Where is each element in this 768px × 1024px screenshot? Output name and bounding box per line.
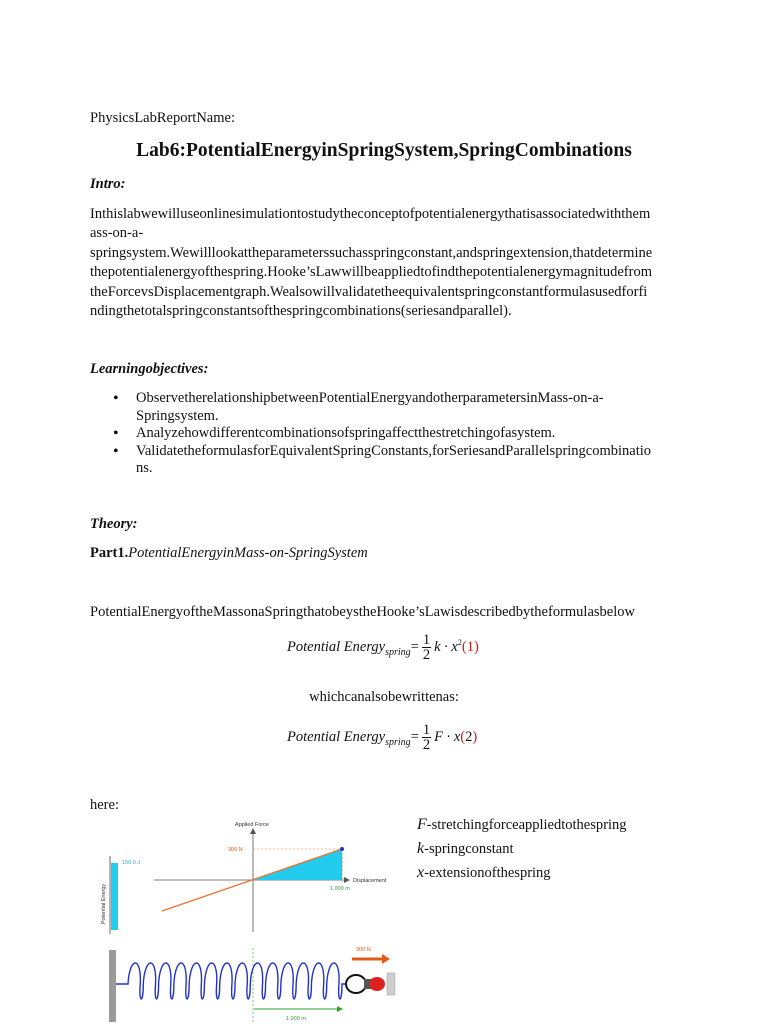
theory-heading: Theory: — [90, 516, 138, 532]
eq2-sub: spring — [385, 736, 411, 748]
part-label: Part1. — [90, 545, 129, 561]
name-line: PhysicsLabReportName: — [90, 110, 235, 126]
intro-line: ass-on-a- — [90, 225, 144, 242]
definition-item — [417, 837, 627, 861]
end-stop — [387, 973, 395, 995]
energy-bar-label: Potential Energy — [101, 883, 107, 925]
eq2-tag: 2 — [465, 728, 473, 745]
definition-text: -stretchingforceappliedtothespring — [426, 817, 627, 833]
energy-value: 150.0 J — [122, 860, 141, 866]
eq1-equals: = — [410, 638, 419, 655]
intro-line: Inthislabwewilluseonlinesimulationtostudytheconceptofpotentialenergythatisassociatedwiththem — [90, 206, 651, 222]
eq2-num: 1 — [422, 722, 431, 738]
definition-item — [417, 813, 627, 837]
intro-line: thepotentialenergyofthespring.Hooke’sLawwillbeappliedtofindthepotentialenergymagnitudefrom — [90, 264, 652, 281]
definition-symbol: x — [417, 864, 425, 881]
eq2-rhs: F · x — [434, 728, 461, 745]
objectives-list — [90, 390, 690, 478]
page-title: Lab6:PotentialEnergyinSpringSystem,SpringCombinations — [136, 140, 632, 161]
eq2-fraction — [422, 723, 431, 752]
list-item-line: • ValidatetheformulasforEquivalentSpringConstants,forSeriesandParallelspringcombinatio — [136, 442, 652, 459]
simulation-figure — [92, 816, 404, 1024]
wall-bracket — [109, 950, 116, 1022]
equation-2 — [287, 723, 477, 752]
list-item-line: • ObservetherelationshipbetweenPotentialEnergyandotherparametersinMass-on-a- — [136, 390, 604, 406]
y-axis-label: Applied Force — [235, 822, 269, 828]
x-axis-label: Displacement — [353, 878, 387, 884]
list-item — [90, 443, 690, 478]
mass-ring — [346, 975, 366, 993]
list-item-line: ns. — [136, 460, 153, 476]
pull-grip — [369, 977, 385, 991]
intro-line: springsystem.Wewilllookattheparameterssuchasspringconstant,andspringextension,thatdetermine — [90, 244, 653, 261]
eq2-tag-open: ( — [460, 728, 466, 745]
pe-sentence: PotentialEnergyoftheMassonaSpringthatobeystheHooke’sLawisdescribedbytheformulasbelow — [90, 604, 635, 620]
arrow-force-value: 300 N — [356, 947, 371, 953]
eq2-den: 2 — [422, 737, 431, 753]
displacement-value: 1.000 m — [330, 886, 350, 892]
intro-paragraph — [90, 205, 680, 321]
intro-line: ndingthetotalspringconstantsofthespringcombinations(seriesandparallel). — [90, 303, 512, 320]
which-text: whichcanalsobewrittenas: — [309, 689, 459, 705]
endpoint-dot — [340, 847, 344, 851]
energy-bar — [111, 863, 118, 930]
eq2-equals: = — [410, 728, 419, 745]
definition-text: -springconstant — [424, 841, 514, 857]
eq1-den: 2 — [422, 647, 431, 663]
eq1-sup: 2 — [457, 637, 462, 647]
intro-line: theForcevsDisplacementgraph.Wealsowillvalidatetheequivalentspringconstantformulasusedforfi — [90, 283, 648, 300]
part1-heading — [90, 544, 368, 563]
list-item — [90, 425, 690, 443]
definition-symbol: F — [417, 816, 427, 833]
equation-1 — [287, 633, 479, 662]
intro-heading: Intro: — [90, 176, 126, 192]
eq1-fraction — [422, 633, 431, 662]
eq1-tag-close: ) — [473, 638, 479, 655]
definition-symbol: k — [417, 840, 425, 857]
eq1-lhs: Potential Energy — [287, 638, 386, 655]
force-value: 300 N — [228, 847, 243, 853]
eq1-rhs: k · x — [434, 638, 458, 655]
definitions-list — [417, 813, 627, 885]
eq1-num: 1 — [422, 632, 431, 648]
spring-displacement-value: 1.000 m — [286, 1016, 306, 1022]
list-item-line: • Analyzehowdifferentcombinationsofspringaffectthestretchingofasystem. — [136, 425, 556, 441]
here-label: here: — [90, 797, 119, 813]
eq1-tag: 1 — [466, 638, 474, 655]
definition-text: -extensionofthespring — [424, 865, 551, 881]
eq2-lhs: Potential Energy — [287, 728, 386, 745]
eq2-tag-close: ) — [472, 728, 478, 745]
eq1-tag-open: ( — [461, 638, 467, 655]
definition-item — [417, 861, 627, 885]
list-item — [90, 390, 690, 425]
eq1-sub: spring — [385, 646, 411, 658]
learning-objectives-heading: Learningobjectives: — [90, 361, 209, 377]
part-title: PotentialEnergyinMass-on-SpringSystem — [128, 545, 368, 561]
list-item-line: Springsystem. — [136, 407, 219, 424]
